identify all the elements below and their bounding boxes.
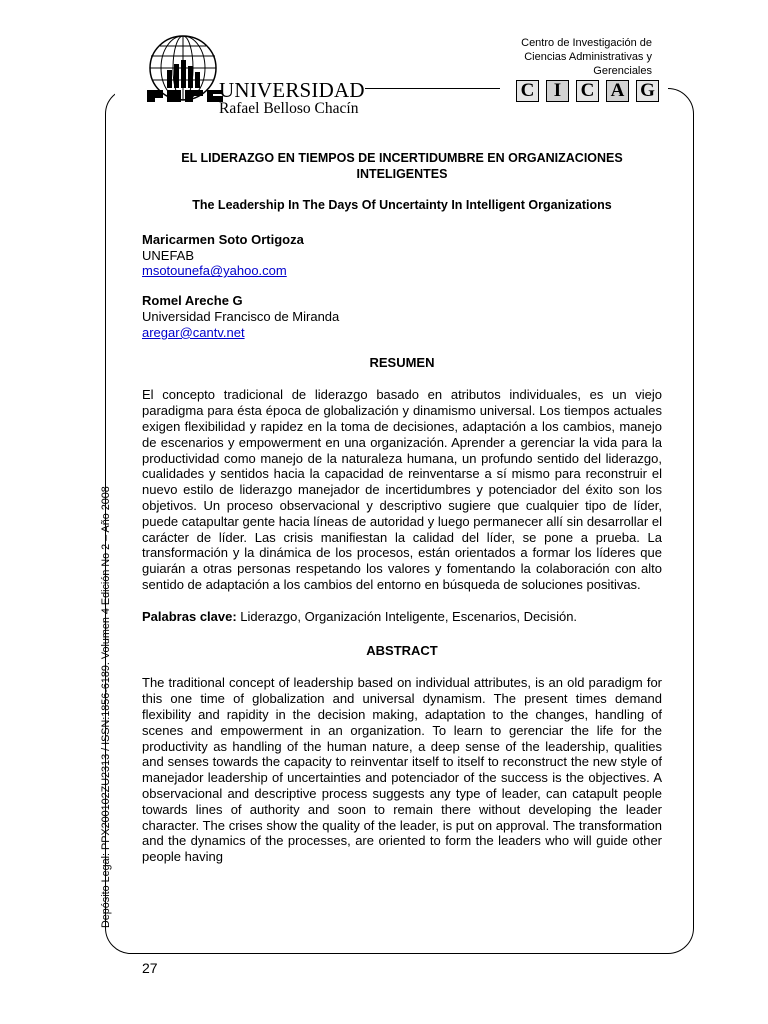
centro-label: Centro de Investigación de Ciencias Administrativas y Gerenciales	[500, 36, 652, 78]
article-content	[142, 150, 662, 881]
author-affiliation: UNEFAB	[142, 247, 195, 263]
cicag-letter: C	[576, 80, 599, 102]
university-logo	[115, 34, 365, 118]
cicag-letter: C	[516, 80, 539, 102]
author-name: Romel Areche G	[142, 293, 243, 309]
keywords-line	[142, 609, 662, 625]
cicag-letter: G	[636, 80, 659, 102]
university-subtitle: Rafael Belloso Chacín	[219, 100, 359, 117]
keywords-list: Liderazgo, Organización Inteligente, Escenarios, Decisión.	[236, 608, 578, 624]
article-title-english: The Leadership In The Days Of Uncertainty In Intelligent Organizations	[192, 198, 612, 212]
author-name: Maricarmen Soto Ortigoza	[142, 231, 304, 247]
author-block	[142, 232, 662, 279]
legal-deposit-text: Depósito Legal: PPX200102ZU2313 / ISSN:1856-6189. Volumen 4 Edición No 2 – Año 2008	[100, 486, 112, 928]
author-affiliation: Universidad Francisco de Miranda	[142, 308, 340, 324]
university-name: UNIVERSIDAD	[219, 78, 365, 102]
author-block	[142, 293, 662, 340]
resumen-heading: RESUMEN	[369, 354, 435, 370]
cicag-logo	[516, 80, 659, 102]
article-title: EL LIDERAZGO EN TIEMPOS DE INCERTIDUMBRE EN ORGANIZACIONES INTELIGENTES	[181, 151, 623, 181]
resumen-paragraph: El concepto tradicional de liderazgo basado en atributos individuales, es un viejo paradigma para ésta época de globalización y dinamismo universal. Los tiempos actuales exigen flexibilidad y rapidez en la toma de decisiones, adaptación a los cambios, manejo de escenarios y empowerment en una organización. Aprender a gerenciar la vida para la productividad como manejo de la naturaleza humana, un profundo sentido del liderazgo, cualidades y sentidos hacia la capacidad de reinventarse a sí mismo para reconstruir el nuevo estilo de liderazgo manejador de incertidumbres y potenciador del éxito son los objetivos. Un proceso observacional y descriptivo sugiere que cualquier tipo de líder, puede catapultar gente hacia líneas de autoridad y luego permanecer allí sin desarrollar el carácter de líder. Las crisis manifiestan la calidad del líder, se pone a prueba. La transformación y la dinámica de los procesos, están orientados a formar los líderes que guiarán a otras personas respetando los valores y fomentando la colaboración con alto sentido de adaptación a los cambios del entorno en búsqueda de soluciones positivas.	[142, 387, 662, 592]
cicag-letter: A	[606, 80, 629, 102]
page-number: 27	[142, 960, 158, 976]
keywords-label: Palabras clave:	[142, 608, 237, 624]
abstract-paragraph: The traditional concept of leadership based on individual attributes, is an old paradigm for this one time of globalization and universal dynamism. The present times demand flexibility and rapidity in the decision making, adaptation to the changes, handling of scenes and empowerment in an organization. To learn to gerenciar the life for the productivity as handling of the human nature, a deep sense of the leadership, qualities and senses towards the capacity to reinventar itself to itself to reconstruct the new style of manejador leadership of uncertainties and potenciador of the success is the objectives. A observacional and descriptive process suggests any type of leader, can catapult people towards lines of authority and soon to remain there without developing the leader character. The crises show the quality of the leader, is put on approval. The transformation and the dynamics of the processes, are oriented to form the leaders who will guide other people having	[142, 675, 662, 865]
cicag-letter: I	[546, 80, 569, 102]
author-email-link[interactable]: msotounefa@yahoo.com	[142, 263, 287, 279]
abstract-heading: ABSTRACT	[366, 642, 438, 658]
author-email-link[interactable]: aregar@cantv.net	[142, 324, 245, 340]
